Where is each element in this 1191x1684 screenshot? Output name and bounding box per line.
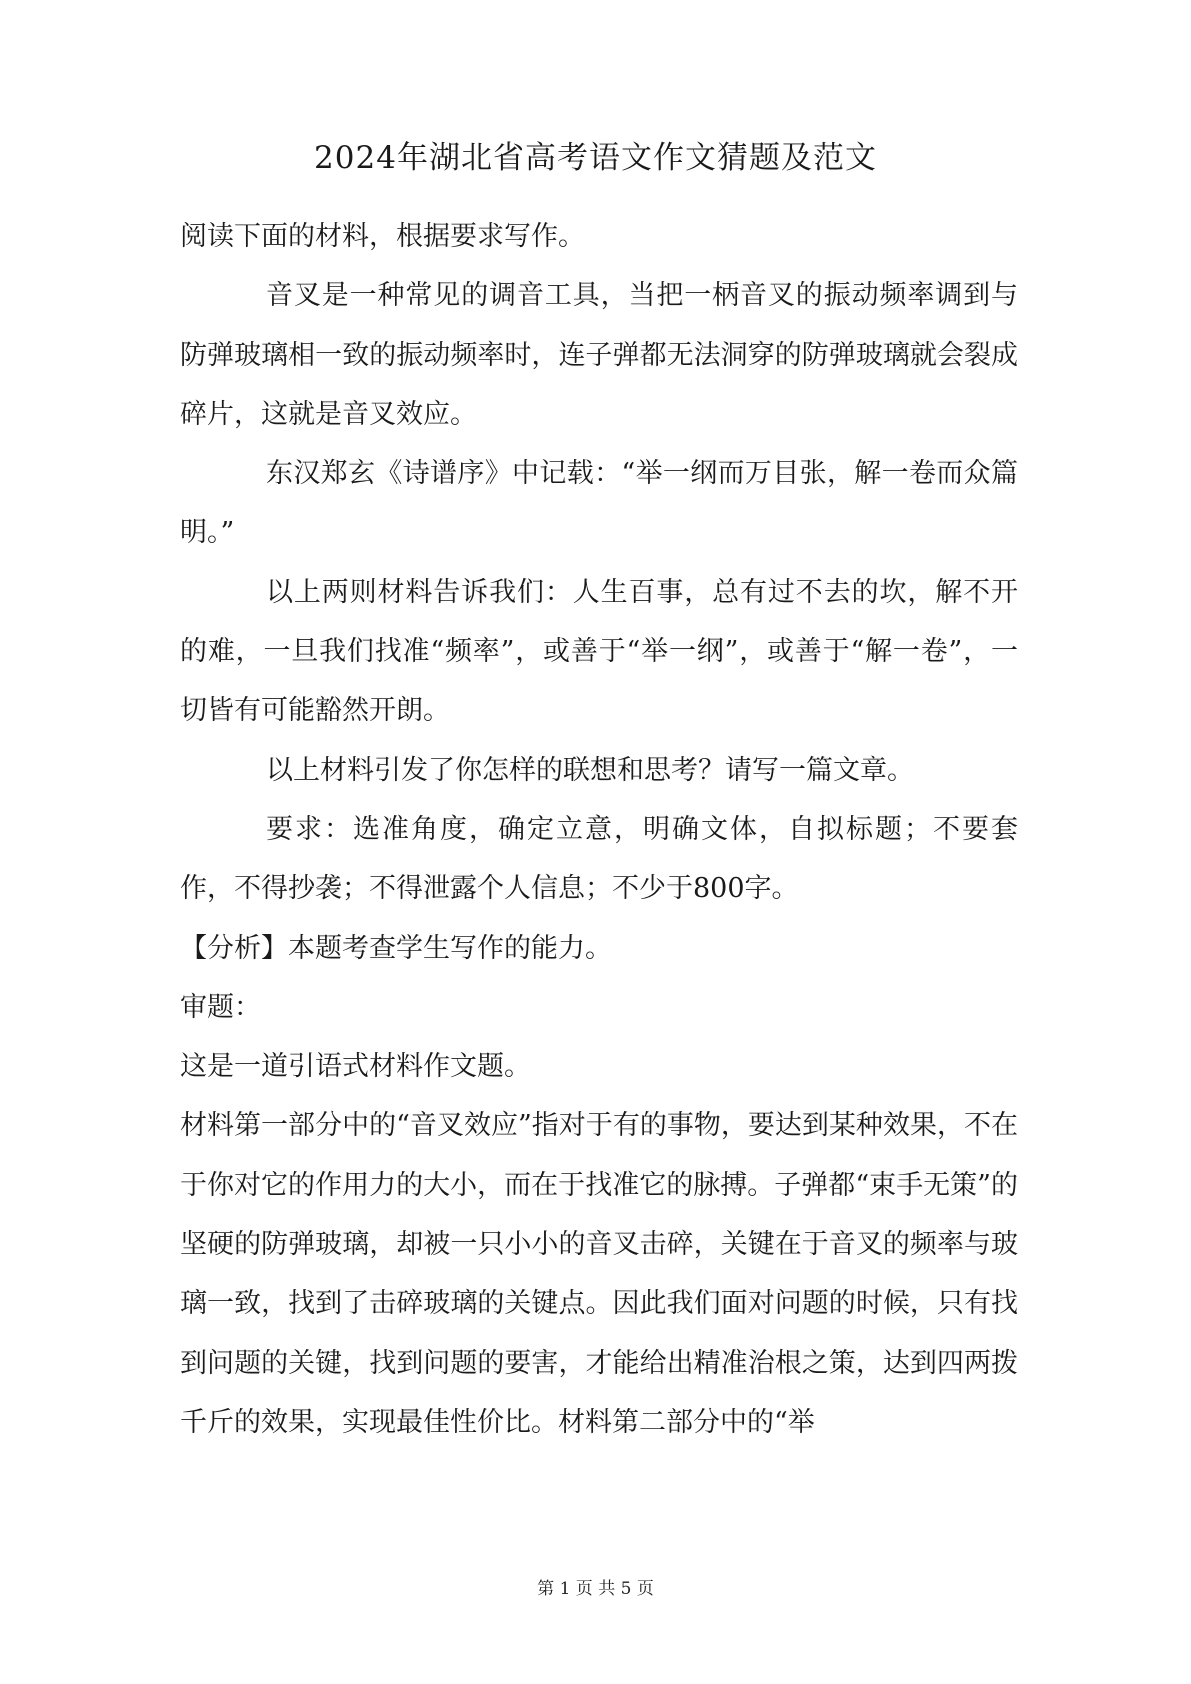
- analysis-heading: 【分析】本题考查学生写作的能力。: [180, 932, 612, 964]
- instruction-paragraph: 阅读下面的材料，根据要求写作。: [180, 221, 585, 252]
- question-type-paragraph: 这是一道引语式材料作文题。: [180, 1051, 531, 1083]
- document-title: 2024年湖北省高考语文作文猜题及范文: [314, 140, 877, 176]
- prompt-question-paragraph: 以上材料引发了你怎样的联想和思考？请写一篇文章。: [266, 754, 914, 786]
- requirements-paragraph: 要求：选准角度，确定立意，明确文体，自拟标题；不要套作，不得抄袭；不得泄露个人信息；不少于800字。: [180, 813, 1018, 905]
- analysis-paragraph: 材料第一部分中的“音叉效应”指对于有的事物，要达到某种效果，不在于你对它的作用力的大小，而在于找准它的脉搏。子弹都“束手无策”的坚硬的防弹玻璃，却被一只小小的音叉击碎，关键在于音叉的频率与玻璃一致，找到了击碎玻璃的关键点。因此我们面对问题的时候，只有找到问题的关键，找到问题的要害，才能给出精准治根之策，达到四两拨千斤的效果，实现最佳性价比。材料第二部分中的“举: [180, 1110, 1018, 1438]
- page-number-footer: 第 1 页 共 5 页: [537, 1579, 654, 1599]
- material-tuning-fork-paragraph: 音叉是一种常见的调音工具，当把一柄音叉的振动频率调到与防弹玻璃相一致的振动频率时，连子弹都无法洞穿的防弹玻璃就会裂成碎片，这就是音叉效应。: [180, 280, 1018, 430]
- material-summary-paragraph: 以上两则材料告诉我们：人生百事，总有过不去的坎，解不开的难，一旦我们找准“频率”，或善于“举一纲”，或善于“解一卷”，一切皆有可能豁然开朗。: [180, 576, 1018, 727]
- document-body: [180, 207, 1018, 1452]
- material-quote-paragraph: 东汉郑玄《诗谱序》中记载：“举一纲而万目张，解一卷而众篇明。”: [180, 458, 1018, 549]
- review-heading: 审题：: [180, 991, 261, 1023]
